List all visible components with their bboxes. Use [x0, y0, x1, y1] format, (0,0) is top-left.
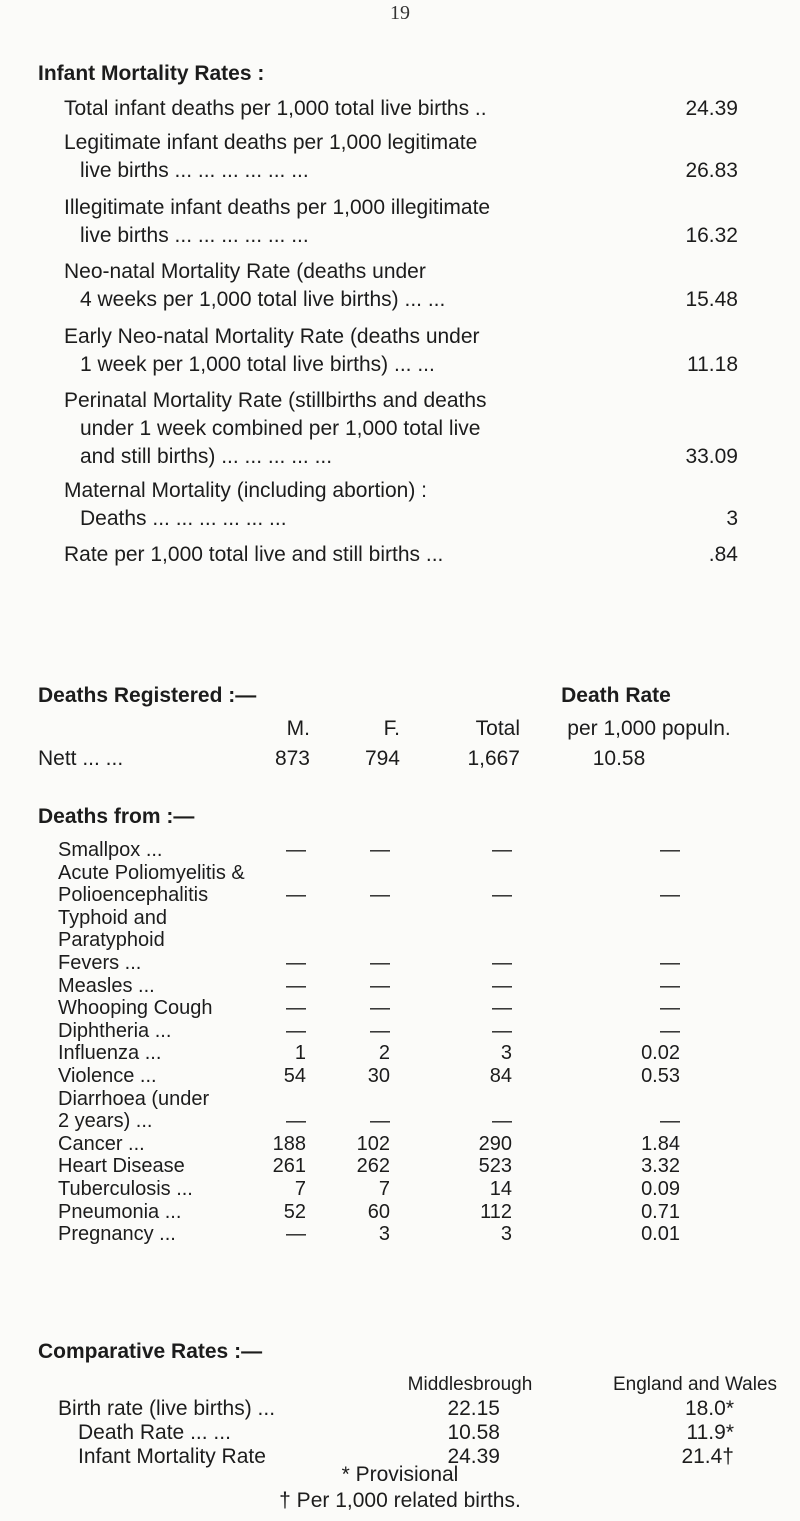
cause-male: — — [286, 884, 306, 907]
cause-male: — — [286, 839, 306, 861]
comparative-england-wales: 21.4† — [681, 1445, 734, 1468]
infant-rate-value: 11.18 — [687, 353, 738, 376]
infant-rate-value: 16.32 — [685, 224, 738, 247]
cause-male: 7 — [294, 1178, 306, 1200]
col-header-middlesbrough: Middlesbrough — [407, 1374, 533, 1395]
cause-total: 3 — [500, 1042, 512, 1065]
cause-female: 60 — [367, 1200, 390, 1223]
infant-rate-label-line: Rate per 1,000 total live and still births ... — [64, 543, 444, 566]
death-rate-heading: Death Rate — [561, 684, 671, 707]
col-header-female: F. — [383, 717, 400, 740]
deaths-registered-heading: Deaths Registered :— — [38, 684, 257, 707]
comparative-middlesbrough: 22.15 — [447, 1397, 500, 1420]
cause-label-line: Tuberculosis ... — [58, 1178, 193, 1200]
cause-total: 112 — [480, 1200, 512, 1223]
infant-rate-label-line: 4 weeks per 1,000 total live births) ... ... — [80, 288, 446, 311]
cause-male: 52 — [283, 1200, 306, 1223]
cause-rate: 0.71 — [641, 1200, 680, 1223]
infant-rate-label-line: Perinatal Mortality Rate (stillbirths and deaths — [64, 389, 487, 412]
cause-rate: — — [660, 1019, 680, 1042]
infant-rate-value: 15.48 — [685, 288, 738, 311]
cause-male: 188 — [272, 1132, 306, 1155]
cause-female: — — [370, 974, 390, 997]
col-header-england-wales: England and Wales — [612, 1374, 778, 1395]
comparative-label: Death Rate ... ... — [78, 1421, 231, 1444]
cause-label-line: Typhoid and — [58, 906, 167, 929]
comparative-middlesbrough: 10.58 — [447, 1421, 500, 1444]
cause-label-line: Polioencephalitis — [58, 884, 209, 907]
nett-male: 873 — [274, 747, 310, 770]
infant-rate-label-line: Neo-natal Mortality Rate (deaths under — [64, 260, 426, 283]
cause-female: — — [370, 1110, 390, 1133]
infant-rate-label-line: Legitimate infant deaths per 1,000 legitimate — [64, 131, 478, 154]
cause-total: — — [492, 997, 512, 1020]
cause-rate: — — [660, 839, 680, 861]
cause-label-line: Pregnancy ... — [58, 1223, 176, 1246]
cause-label-line: Violence ... — [58, 1065, 157, 1087]
cause-female: 102 — [356, 1132, 390, 1155]
comparative-england-wales: 18.0* — [684, 1397, 734, 1420]
cause-total: — — [492, 952, 512, 974]
cause-rate: 0.53 — [641, 1065, 680, 1087]
cause-female: — — [370, 997, 390, 1020]
infant-rate-value: 33.09 — [685, 445, 738, 468]
cause-female: 7 — [378, 1178, 390, 1200]
footnote-provisional: * Provisional — [341, 1463, 459, 1486]
cause-total: — — [492, 1110, 512, 1133]
comparative-label: Infant Mortality Rate — [78, 1445, 266, 1468]
cause-rate: — — [660, 952, 680, 974]
comparative-middlesbrough: 24.39 — [447, 1445, 500, 1468]
cause-rate: — — [660, 1110, 680, 1133]
cause-label-line: Paratyphoid — [58, 929, 165, 952]
infant-rate-value: .84 — [708, 543, 738, 566]
cause-rate: 0.02 — [641, 1042, 680, 1065]
footnote-related-births: † Per 1,000 related births. — [279, 1489, 521, 1512]
infant-rate-label-line: Total infant deaths per 1,000 total live births .. — [64, 97, 487, 120]
nett-total: 1,667 — [467, 747, 520, 770]
infant-rate-label-line: Maternal Mortality (including abortion) : — [64, 479, 427, 502]
cause-total: 14 — [489, 1178, 512, 1200]
cause-female: — — [370, 1019, 390, 1042]
cause-rate: — — [660, 997, 680, 1020]
cause-rate: 0.01 — [641, 1223, 680, 1246]
infant-rate-label-line: live births ... ... ... ... ... ... — [80, 159, 309, 182]
infant-mortality-heading: Infant Mortality Rates : — [38, 62, 265, 85]
cause-female: 2 — [378, 1042, 390, 1065]
cause-female: — — [370, 952, 390, 974]
infant-rate-label-line: 1 week per 1,000 total live births) ... ... — [80, 353, 435, 376]
page-number: 19 — [390, 2, 410, 24]
nett-female: 794 — [364, 747, 400, 770]
cause-label-line: Heart Disease — [58, 1155, 185, 1178]
infant-rate-label-line: Illegitimate infant deaths per 1,000 illegitimate — [64, 196, 491, 219]
nett-rate: 10.58 — [592, 747, 646, 770]
cause-male: — — [286, 1223, 306, 1246]
cause-label-line: Influenza ... — [58, 1042, 162, 1065]
cause-female: — — [370, 839, 390, 861]
cause-total: 84 — [489, 1065, 512, 1087]
infant-rate-label-line: and still births) ... ... ... ... ... — [80, 445, 333, 468]
cause-rate: 3.32 — [641, 1155, 680, 1178]
cause-label-line: Diarrhoea (under — [58, 1087, 210, 1110]
cause-male: — — [286, 974, 306, 997]
infant-rate-label-line: Deaths ... ... ... ... ... ... — [80, 507, 287, 530]
infant-rate-label-line: Early Neo-natal Mortality Rate (deaths under — [64, 325, 480, 348]
cause-rate: 1.84 — [641, 1132, 680, 1155]
cause-rate: — — [660, 884, 680, 907]
cause-label-line: Cancer ... — [58, 1132, 145, 1155]
cause-female: — — [370, 884, 390, 907]
cause-male: — — [286, 1110, 306, 1133]
infant-rate-value: 3 — [726, 507, 738, 530]
nett-label: Nett ... ... — [38, 747, 124, 770]
col-header-total: Total — [475, 717, 520, 740]
comparative-label: Birth rate (live births) ... — [58, 1397, 276, 1420]
cause-label-line: 2 years) ... — [58, 1110, 153, 1133]
cause-female: 3 — [378, 1223, 390, 1246]
cause-label-line: Fevers ... — [58, 952, 142, 974]
cause-label-line: Diphtheria ... — [58, 1019, 172, 1042]
cause-male: — — [286, 952, 306, 974]
infant-rate-label-line: under 1 week combined per 1,000 total live — [80, 417, 481, 440]
cause-male: 1 — [294, 1042, 306, 1065]
cause-label-line: Pneumonia ... — [58, 1200, 182, 1223]
cause-total: 290 — [478, 1132, 512, 1155]
cause-male: — — [286, 1019, 306, 1042]
cause-total: 523 — [478, 1155, 512, 1178]
cause-total: — — [492, 974, 512, 997]
comparative-rates-heading: Comparative Rates :— — [38, 1340, 263, 1363]
cause-label-line: Measles ... — [58, 974, 155, 997]
cause-total: — — [492, 839, 512, 861]
cause-total: 3 — [500, 1223, 512, 1246]
cause-male: 261 — [272, 1155, 306, 1178]
deaths-from-heading: Deaths from :— — [38, 805, 195, 828]
cause-female: 30 — [367, 1065, 390, 1087]
cause-label-line: Smallpox ... — [58, 839, 163, 861]
col-header-rate: per 1,000 populn. — [567, 717, 731, 740]
cause-male: 54 — [283, 1065, 306, 1087]
cause-total: — — [492, 1019, 512, 1042]
cause-rate: 0.09 — [641, 1178, 680, 1200]
cause-label-line: Whooping Cough — [58, 997, 213, 1020]
col-header-male: M. — [286, 717, 310, 740]
comparative-england-wales: 11.9* — [686, 1421, 734, 1444]
cause-label-line: Acute Poliomyelitis & — [58, 861, 245, 884]
cause-male: — — [286, 997, 306, 1020]
cause-rate: — — [660, 974, 680, 997]
cause-female: 262 — [356, 1155, 390, 1178]
cause-total: — — [492, 884, 512, 907]
infant-rate-value: 24.39 — [685, 97, 738, 120]
infant-rate-value: 26.83 — [685, 159, 738, 182]
infant-rate-label-line: live births ... ... ... ... ... ... — [80, 224, 309, 247]
